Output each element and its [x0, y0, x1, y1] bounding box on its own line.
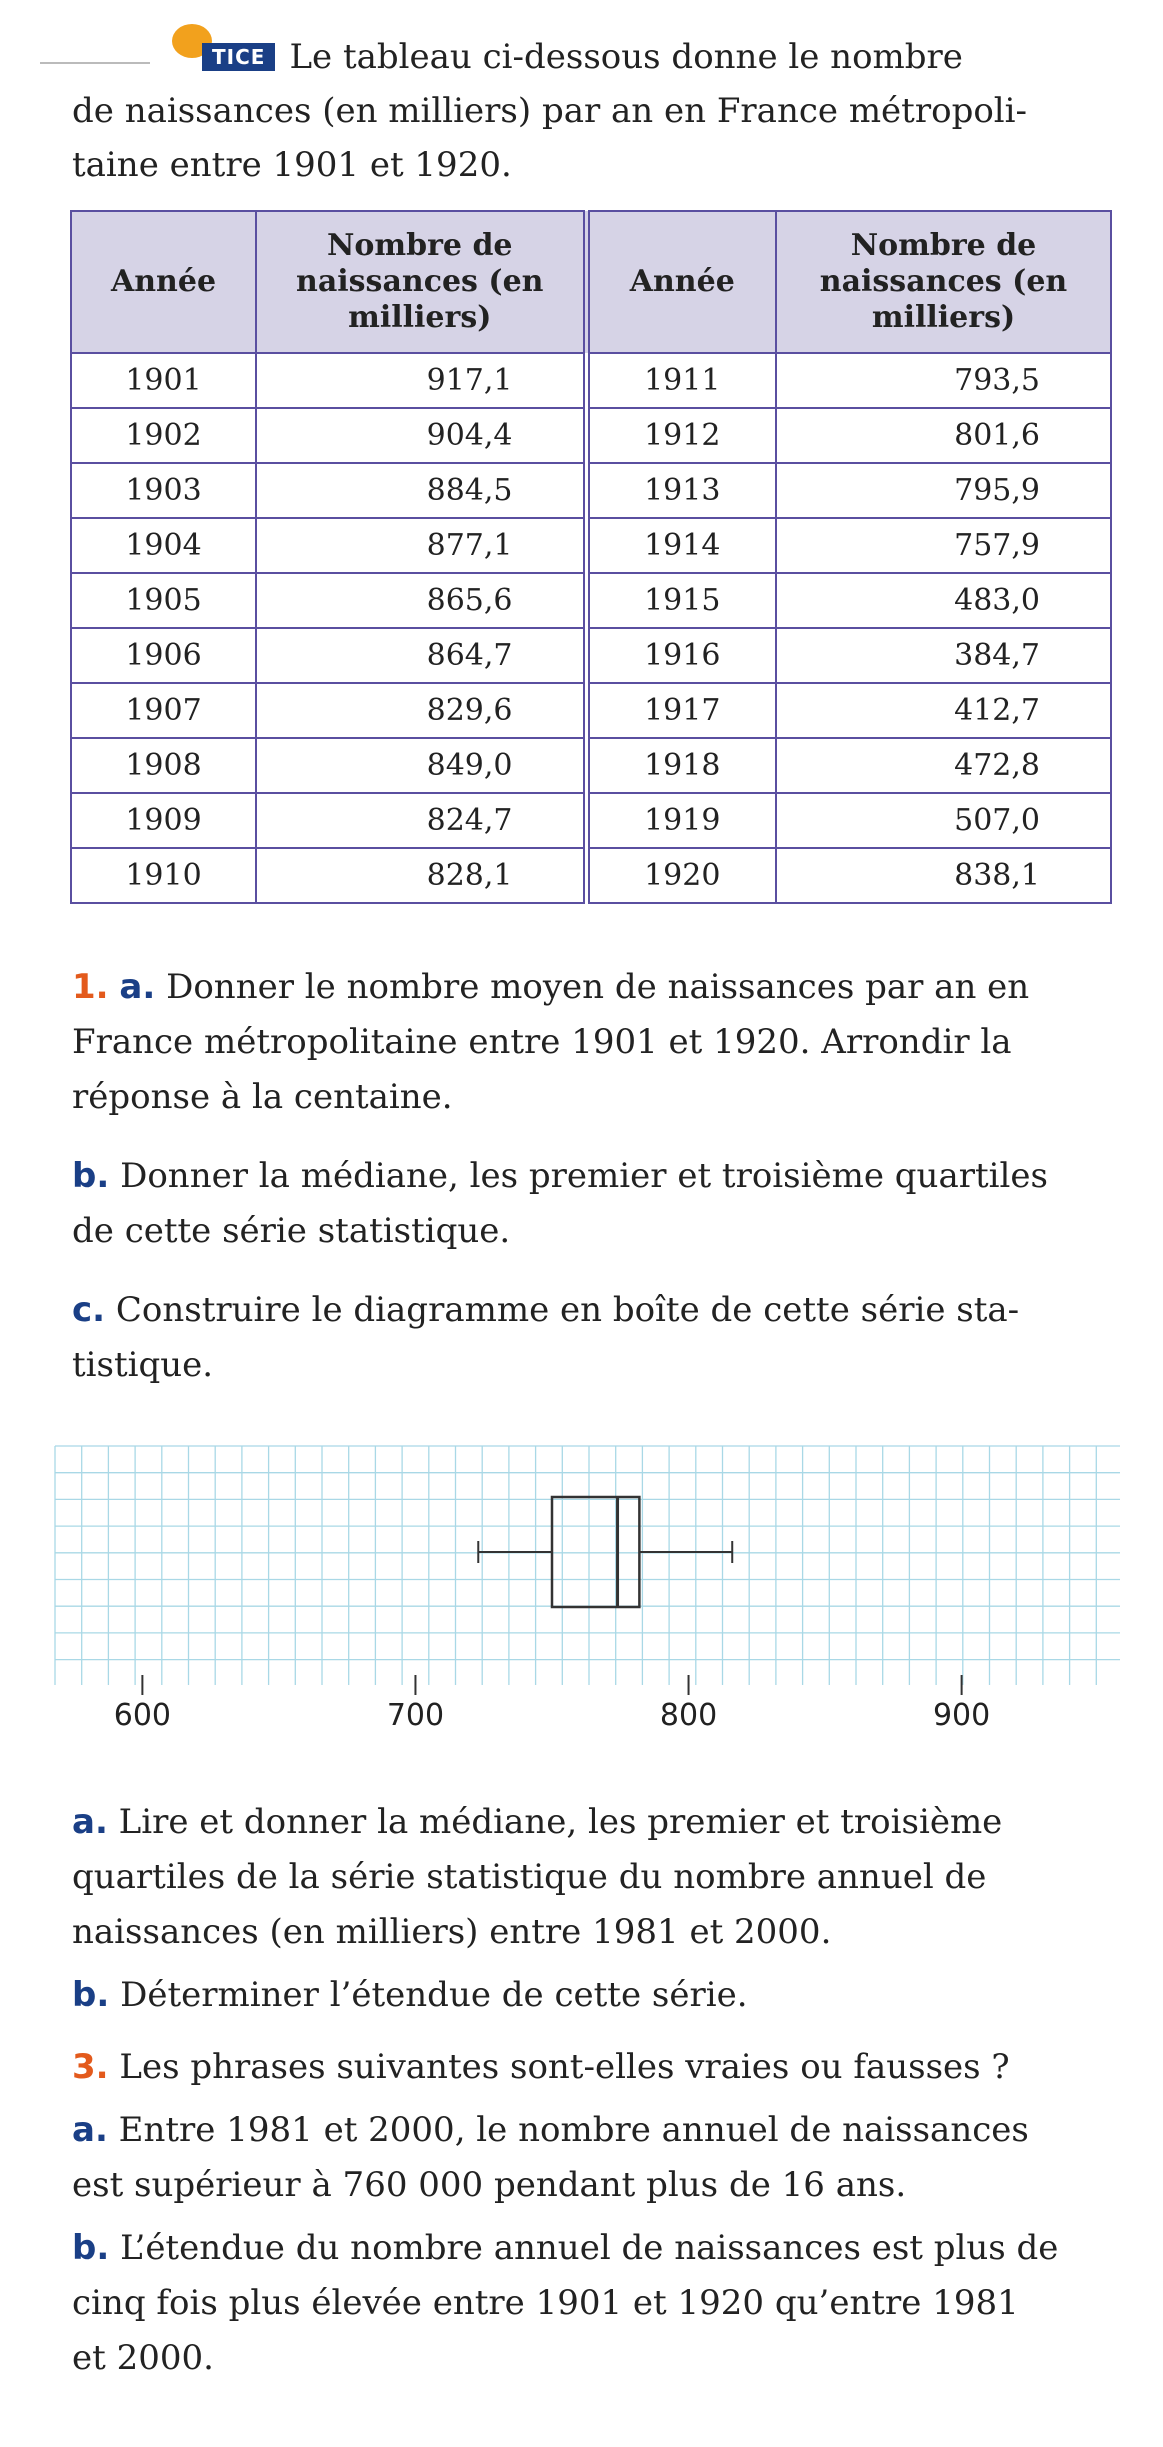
year-cell: 1910 — [71, 848, 256, 903]
year-cell: 1920 — [586, 848, 776, 903]
table-row — [71, 628, 1111, 683]
header-births: Nombre de naissances (en milliers) — [776, 211, 1111, 353]
births-cell: 757,9 — [776, 518, 1111, 573]
year-cell: 1904 — [71, 518, 256, 573]
births-cell: 829,6 — [256, 683, 586, 738]
births-cell: 483,0 — [776, 573, 1111, 628]
year-cell: 1908 — [71, 738, 256, 793]
year-cell: 1903 — [71, 463, 256, 518]
table-row — [71, 683, 1111, 738]
births-cell: 828,1 — [256, 848, 586, 903]
table-row — [71, 353, 1111, 408]
intro-text: TICE Le tableau ci-dessous donne le nombre de naissances (en milliers) par an en France métropoli- taine entre 1901 et 1920. — [72, 26, 1132, 192]
question-2: a. Lire et donner la médiane, les premier et troisième quartiles de la série statistique du nombre annuel de naissances (en milliers) entre 1981 et 2000. b. Déterminer l’étendue de cette série. — [72, 1802, 1003, 2015]
box-q1-q3 — [552, 1497, 639, 1607]
births-cell: 384,7 — [776, 628, 1111, 683]
table-row — [71, 463, 1111, 518]
births-cell: 917,1 — [256, 353, 586, 408]
year-cell: 1907 — [71, 683, 256, 738]
table-header-row — [71, 211, 1111, 353]
tick-label: 900 — [932, 1698, 991, 1733]
grid — [55, 1446, 1120, 1685]
table-row — [71, 408, 1111, 463]
header-year: Année — [71, 211, 256, 353]
births-cell: 877,1 — [256, 518, 586, 573]
births-cell: 849,0 — [256, 738, 586, 793]
year-cell: 1915 — [586, 573, 776, 628]
year-cell: 1913 — [586, 463, 776, 518]
births-cell: 412,7 — [776, 683, 1111, 738]
header-year: Année — [586, 211, 776, 353]
births-cell: 824,7 — [256, 793, 586, 848]
table-row — [71, 573, 1111, 628]
births-cell: 904,4 — [256, 408, 586, 463]
year-cell: 1912 — [586, 408, 776, 463]
year-cell: 1914 — [586, 518, 776, 573]
year-cell: 1901 — [71, 353, 256, 408]
births-cell: 472,8 — [776, 738, 1111, 793]
tick-label: 800 — [659, 1698, 718, 1733]
year-cell: 1902 — [71, 408, 256, 463]
births-cell: 865,6 — [256, 573, 586, 628]
year-cell: 1919 — [586, 793, 776, 848]
year-cell: 1911 — [586, 353, 776, 408]
header-births: Nombre de naissances (en milliers) — [256, 211, 586, 353]
births-cell: 793,5 — [776, 353, 1111, 408]
births-cell: 801,6 — [776, 408, 1111, 463]
births-cell: 838,1 — [776, 848, 1111, 903]
boxplot-chart — [0, 1440, 1163, 1770]
table-row — [71, 738, 1111, 793]
year-cell: 1906 — [71, 628, 256, 683]
births-cell: 864,7 — [256, 628, 586, 683]
year-cell: 1917 — [586, 683, 776, 738]
year-cell: 1918 — [586, 738, 776, 793]
births-cell: 507,0 — [776, 793, 1111, 848]
table-row — [71, 518, 1111, 573]
year-cell: 1916 — [586, 628, 776, 683]
table-row — [71, 793, 1111, 848]
tick-label: 700 — [386, 1698, 445, 1733]
births-cell: 795,9 — [776, 463, 1111, 518]
question-3: 3. Les phrases suivantes sont-elles vraies ou fausses ? a. Entre 1981 et 2000, le nombre annuel de naissances est supérieur à 760 000 pendant plus de 16 ans. b. L’étendue du nombre annuel de naissances est plus de cinq fois plus élevée entre 1901 et 1920 qu’entre 1981 et 2000. — [72, 2047, 1059, 2378]
question-1: 1. a. Donner le nombre moyen de naissances par an en France métropolitaine entre 1901 et 1920. Arrondir la réponse à la centaine. b. Donner la médiane, les premier et troisième quartiles de cette série statistique. c. Construire le diagramme en boîte de cette série sta- tistique. — [72, 967, 1048, 1385]
year-cell: 1905 — [71, 573, 256, 628]
table-row — [71, 848, 1111, 903]
births-table — [70, 210, 1112, 904]
year-cell: 1909 — [71, 793, 256, 848]
tick-label: 600 — [113, 1698, 172, 1733]
tice-badge: TICE — [202, 26, 275, 80]
births-cell: 884,5 — [256, 463, 586, 518]
